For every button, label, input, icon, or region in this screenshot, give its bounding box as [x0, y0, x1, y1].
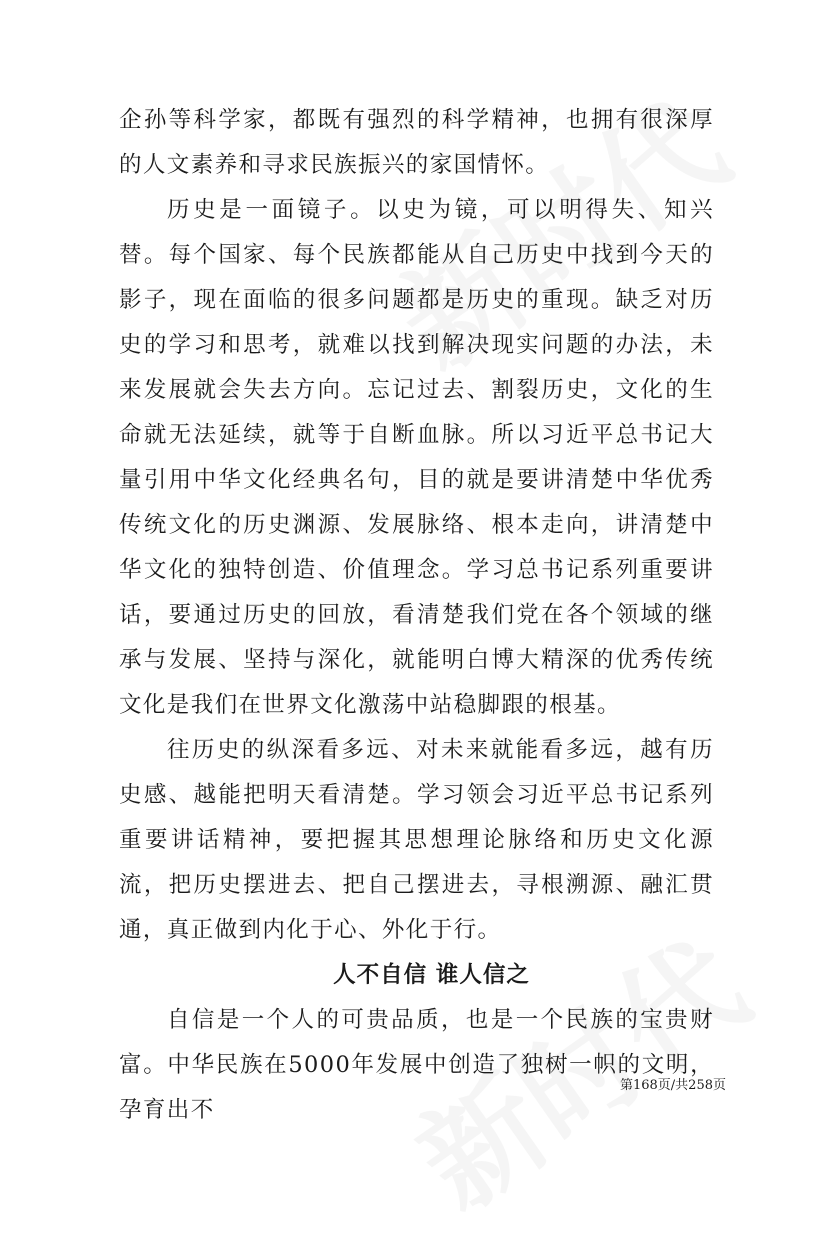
document-body — [119, 98, 714, 1133]
paragraph-4: 自信是一个人的可贵品质，也是一个民族的宝贵财富。中华民族在5000年发展中创造了独树一帜的文明，孕育出不 — [119, 1007, 714, 1123]
section-heading: 人不自信 谁人信之 — [333, 962, 530, 988]
paragraph-1: 企孙等科学家，都既有强烈的科学精神，也拥有很深厚的人文素养和寻求民族振兴的家国情怀。 — [119, 107, 714, 178]
page-number: 第168页/共258页 — [619, 1078, 726, 1093]
paragraph-2: 历史是一面镜子。以史为镜，可以明得失、知兴替。每个国家、每个民族都能从自己历史中找到今天的影子，现在面临的很多问题都是历史的重现。缺乏对历史的学习和思考，就难以找到解决现实问题的办法，未来发展就会失去方向。忘记过去、割裂历史，文化的生命就无法延续，就等于自断血脉。所以习近平总书记大量引用中华文化经典名句，目的就是要讲清楚中华优秀传统文化的历史渊源、发展脉络、根本走向，讲清楚中华文化的独特创造、价值理念。学习总书记系列重要讲话，要通过历史的回放，看清楚我们党在各个领域的继承与发展、坚持与深化，就能明白博大精深的优秀传统文化是我们在世界文化激荡中站稳脚跟的根基。 — [119, 197, 714, 718]
paragraph-3: 往历史的纵深看多远、对未来就能看多远，越有历史感、越能把明天看清楚。学习领会习近平总书记系列重要讲话精神，要把握其思想理论脉络和历史文化源流，把历史摆进去、把自己摆进去，寻根溯源、融汇贯通，真正做到内化于心、外化于行。 — [119, 737, 714, 943]
